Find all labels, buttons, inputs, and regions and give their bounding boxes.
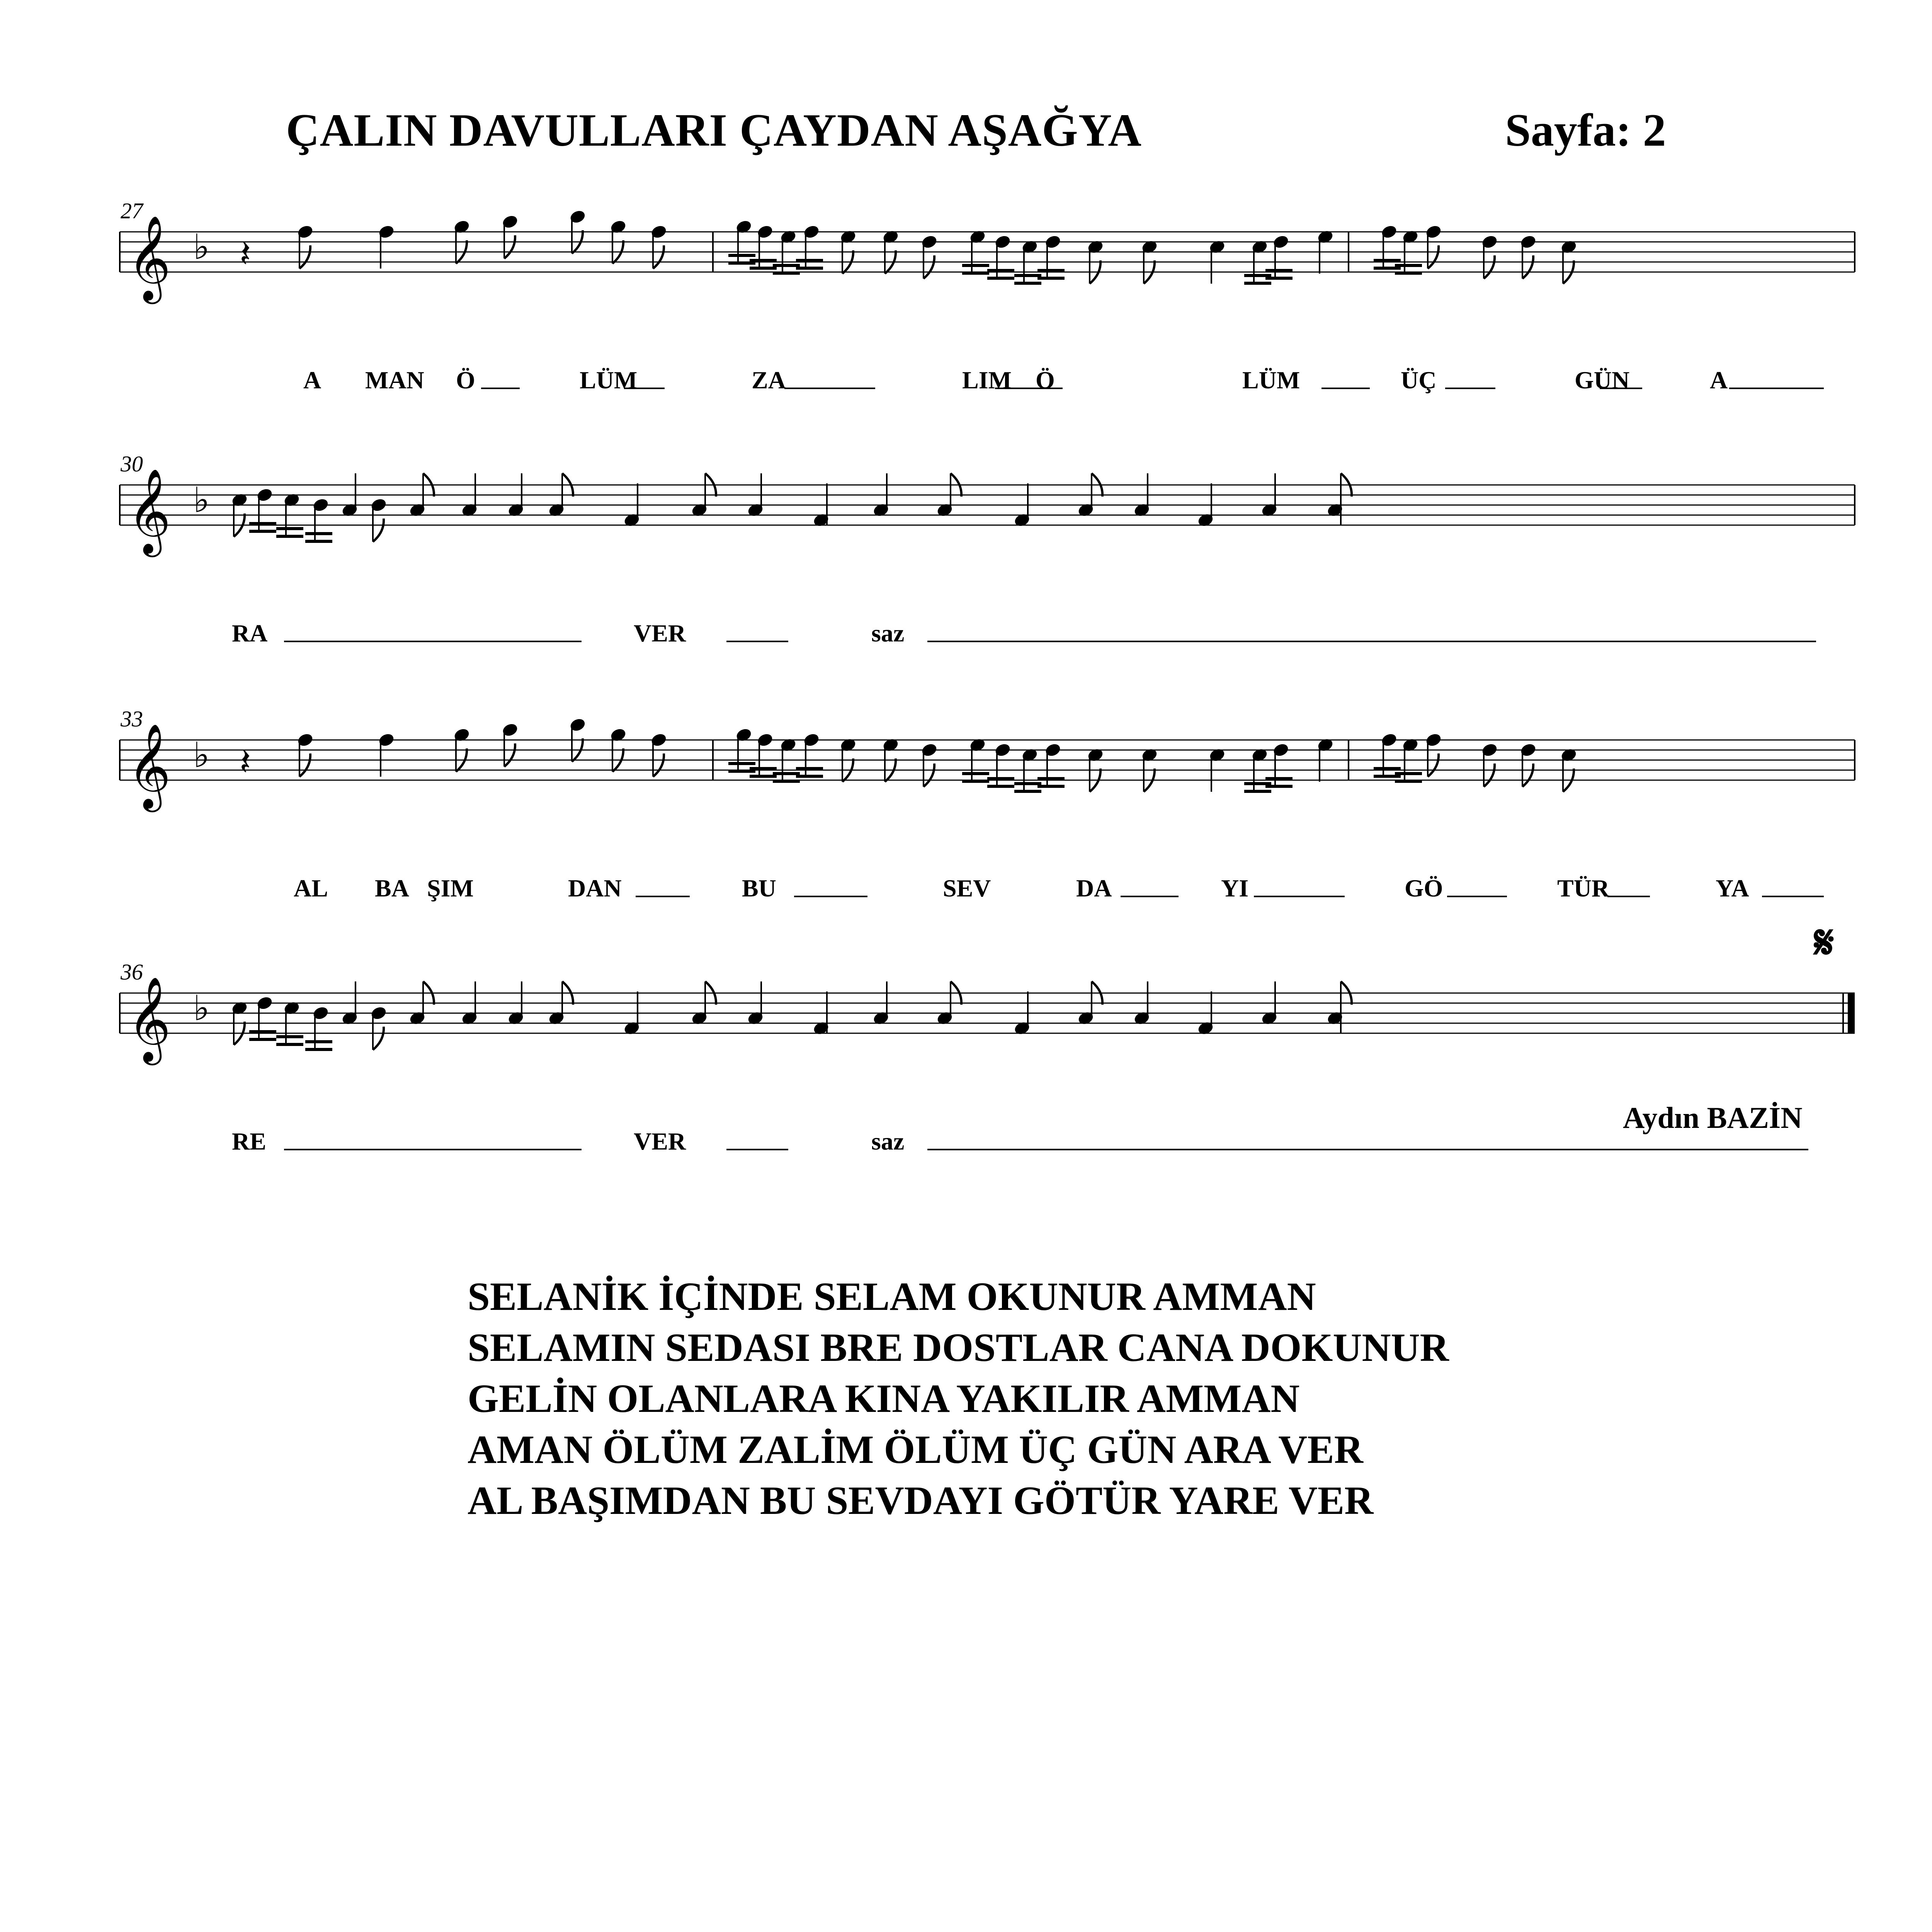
- final-barline: [1848, 993, 1855, 1033]
- note-flag: [373, 1027, 384, 1050]
- lyric-syllable: GÜN: [1575, 366, 1630, 394]
- note-beam: [796, 259, 823, 262]
- lyric-syllable: A: [1710, 366, 1728, 394]
- treble-clef-icon: 𝄞: [128, 976, 171, 1061]
- note-beam: [1014, 274, 1041, 277]
- note-beam: [1395, 772, 1422, 775]
- note-beam: [728, 762, 755, 765]
- lyric-syllable: MAN: [365, 366, 424, 394]
- note-beam: [249, 522, 276, 525]
- staff-system: [120, 916, 1855, 1155]
- note-beam: [1374, 267, 1401, 270]
- lyric-syllable: YI: [1221, 874, 1249, 902]
- note-flag: [653, 753, 664, 777]
- quarter-rest-icon: 𝄽: [240, 740, 251, 784]
- note-beam: [750, 775, 777, 778]
- note-flag: [653, 245, 664, 269]
- note-flag: [504, 235, 515, 259]
- note-beam: [1037, 785, 1065, 788]
- note-beam: [962, 264, 989, 267]
- note-beam: [1014, 282, 1041, 285]
- note-beam: [305, 532, 332, 535]
- note-beam: [987, 785, 1014, 788]
- lyric-syllable: DA: [1076, 874, 1112, 902]
- note-beam: [750, 267, 777, 270]
- note-flag: [1522, 764, 1533, 787]
- lyric-syllable: LIM: [962, 366, 1012, 394]
- note-beam: [249, 530, 276, 533]
- lyric-syllable: A: [303, 366, 321, 394]
- note-beam: [728, 262, 755, 265]
- note-beam: [773, 780, 800, 783]
- note-flag: [923, 255, 934, 279]
- note-beam: [1244, 274, 1271, 277]
- composer-name: Aydın BAZİN: [1623, 1101, 1803, 1134]
- lyric-syllable: BU: [742, 874, 776, 902]
- note-flag: [299, 245, 310, 269]
- verse-line: GELİN OLANLARA KINA YAKILIR AMMAN: [468, 1376, 1300, 1421]
- note-beam: [796, 267, 823, 270]
- note-beam: [773, 272, 800, 275]
- note-flag: [299, 753, 310, 777]
- lyric-syllable: LÜM: [1242, 366, 1300, 394]
- verse-line: SELAMIN SEDASI BRE DOSTLAR CANA DOKUNUR: [468, 1325, 1449, 1370]
- note-beam: [728, 254, 755, 257]
- lyric-syllable: saz: [871, 619, 905, 647]
- note-beam: [962, 780, 989, 783]
- lyric-syllable: LÜM: [580, 366, 638, 394]
- note-beam: [962, 772, 989, 775]
- verse-line: AMAN ÖLÜM ZALİM ÖLÜM ÜÇ GÜN ARA VER: [468, 1427, 1363, 1472]
- flat-icon: ♭: [193, 480, 210, 520]
- note-beam: [305, 1048, 332, 1051]
- lyric-syllable: saz: [871, 1128, 905, 1155]
- measure-number: 33: [121, 706, 143, 731]
- note-beam: [1265, 277, 1293, 280]
- lyric-syllable: TÜR: [1557, 874, 1610, 902]
- note-flag: [1484, 255, 1495, 279]
- note-beam: [249, 1030, 276, 1033]
- note-beam: [1244, 790, 1271, 793]
- lyric-syllable: ZA: [752, 366, 786, 394]
- note-flag: [373, 519, 384, 542]
- lyric-syllable: GÖ: [1405, 874, 1443, 902]
- note-beam: [1374, 775, 1401, 778]
- lyric-syllable: RE: [232, 1128, 266, 1155]
- note-beam: [1037, 777, 1065, 780]
- note-flag: [504, 743, 515, 767]
- staff-system: [120, 706, 1855, 902]
- note-beam: [1265, 785, 1293, 788]
- note-beam: [987, 269, 1014, 272]
- note-flag: [1428, 245, 1439, 269]
- note-beam: [1374, 259, 1401, 262]
- verse-lyrics: [468, 1271, 1449, 1526]
- lyric-syllable: ŞIM: [427, 874, 474, 902]
- note-beam: [249, 1038, 276, 1041]
- lyric-syllable: Ö: [456, 366, 475, 394]
- note-beam: [276, 527, 303, 530]
- lyric-syllable: RA: [232, 619, 268, 647]
- note-beam: [276, 535, 303, 538]
- note-beam: [276, 1035, 303, 1038]
- note-beam: [796, 775, 823, 778]
- note-flag: [1522, 255, 1533, 279]
- note-beam: [750, 259, 777, 262]
- note-beam: [773, 264, 800, 267]
- treble-clef-icon: 𝄞: [128, 215, 171, 300]
- note-beam: [1244, 282, 1271, 285]
- score-title: ÇALIN DAVULLARI ÇAYDAN AŞAĞYA: [286, 104, 1142, 156]
- lyric-syllable: YA: [1716, 874, 1749, 902]
- note-beam: [987, 277, 1014, 280]
- page-number: Sayfa: 2: [1505, 104, 1666, 156]
- note-beam: [1265, 269, 1293, 272]
- note-beam: [773, 772, 800, 775]
- measure-number: 36: [121, 959, 143, 985]
- note-beam: [987, 777, 1014, 780]
- quarter-rest-icon: 𝄽: [240, 232, 251, 276]
- note-beam: [728, 770, 755, 773]
- note-beam: [796, 767, 823, 770]
- note-beam: [1395, 264, 1422, 267]
- verse-line: SELANİK İÇİNDE SELAM OKUNUR AMMAN: [468, 1274, 1316, 1319]
- lyric-syllable: Ö: [1036, 366, 1055, 394]
- note-beam: [1265, 777, 1293, 780]
- note-beam: [1037, 269, 1065, 272]
- treble-clef-icon: 𝄞: [128, 468, 171, 553]
- note-beam: [1244, 782, 1271, 785]
- lyric-syllable: VER: [634, 619, 686, 647]
- verse-line: AL BAŞIMDAN BU SEVDAYI GÖTÜR YARE VER: [468, 1478, 1374, 1523]
- note-beam: [276, 1043, 303, 1046]
- staff-system: [120, 451, 1855, 647]
- lyric-syllable: VER: [634, 1128, 686, 1155]
- treble-clef-icon: 𝄞: [128, 723, 171, 808]
- note-flag: [923, 764, 934, 787]
- lyric-syllable: BA: [375, 874, 409, 902]
- segno-icon: 𝄋: [1814, 916, 1834, 969]
- staff-system: [120, 198, 1855, 394]
- flat-icon: ♭: [193, 227, 210, 267]
- lyric-syllable: SEV: [943, 874, 991, 902]
- note-beam: [305, 1040, 332, 1043]
- note-beam: [1395, 272, 1422, 275]
- measure-number: 27: [121, 198, 143, 223]
- note-beam: [1014, 782, 1041, 785]
- note-beam: [962, 272, 989, 275]
- note-beam: [305, 540, 332, 543]
- lyric-syllable: AL: [294, 874, 328, 902]
- note-flag: [1428, 753, 1439, 777]
- flat-icon: ♭: [193, 735, 210, 776]
- note-beam: [750, 767, 777, 770]
- flat-icon: ♭: [193, 988, 210, 1029]
- lyric-syllable: DAN: [568, 874, 622, 902]
- lyric-syllable: ÜÇ: [1401, 366, 1437, 394]
- note-beam: [1395, 780, 1422, 783]
- note-beam: [1374, 767, 1401, 770]
- note-beam: [1014, 790, 1041, 793]
- measure-number: 30: [121, 451, 143, 476]
- note-beam: [1037, 277, 1065, 280]
- note-flag: [1484, 764, 1495, 787]
